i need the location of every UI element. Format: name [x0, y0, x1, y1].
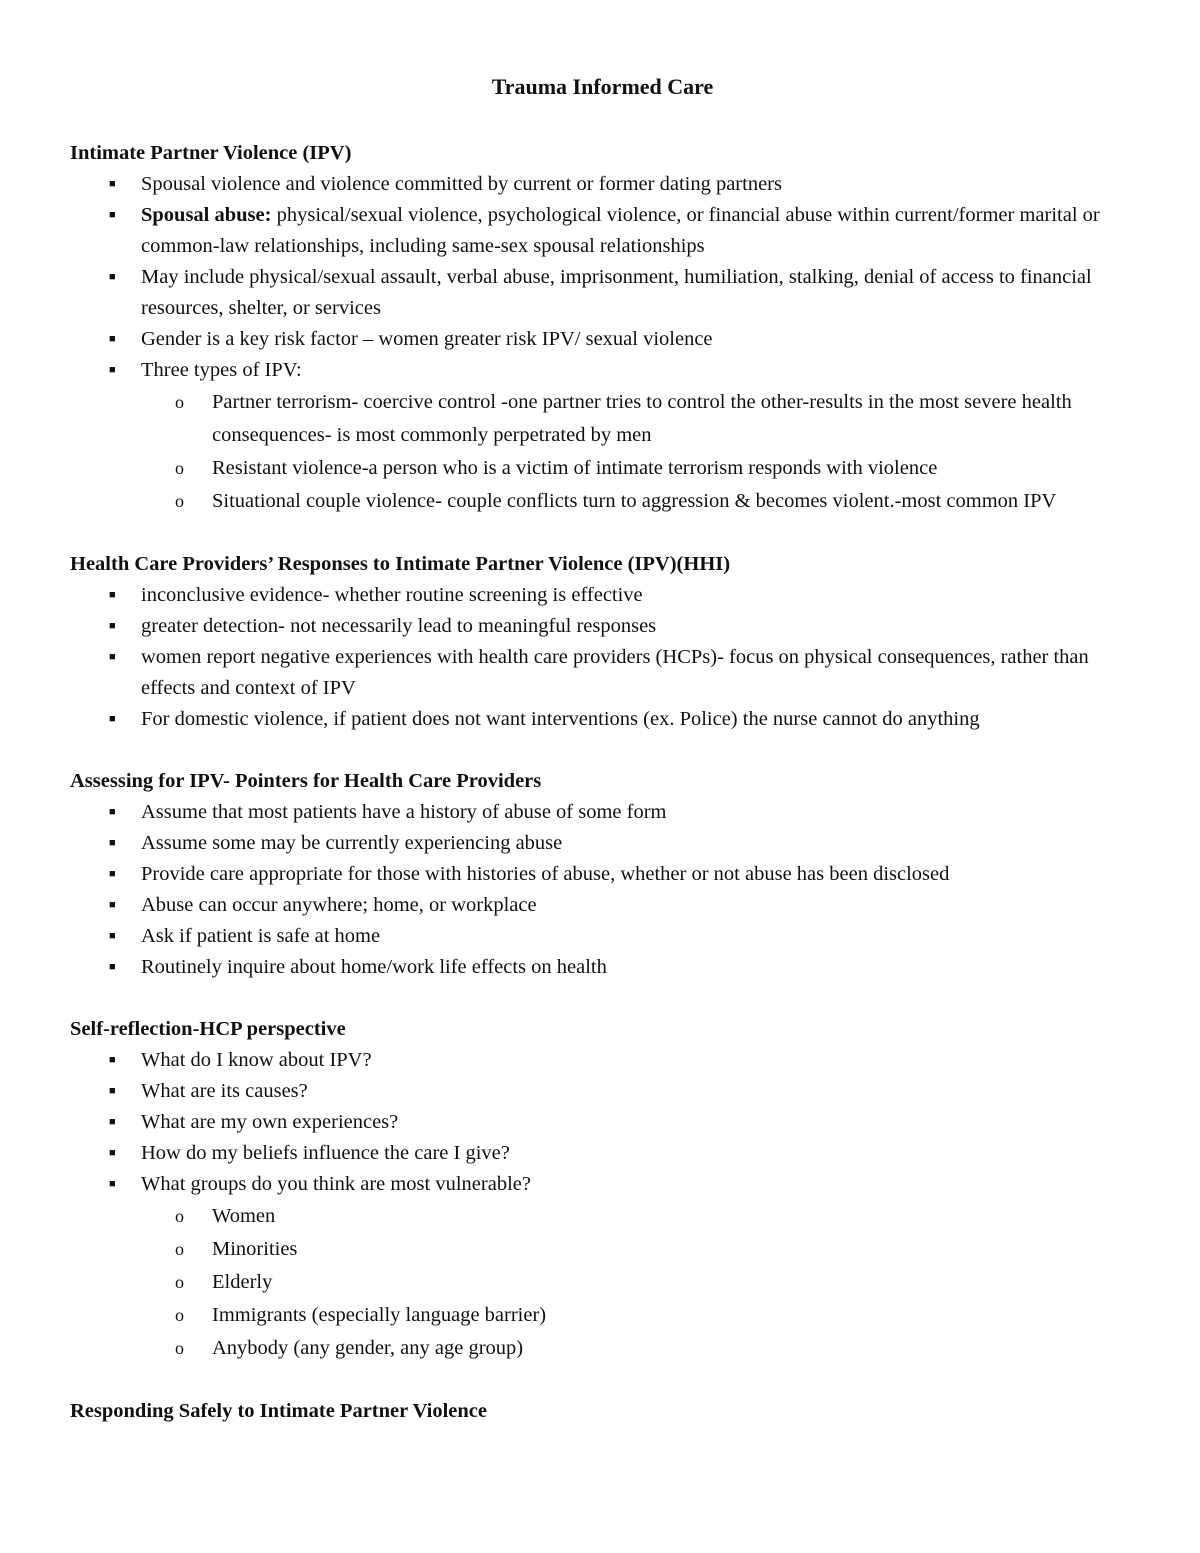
square-bullet-icon: ■: [109, 333, 116, 345]
list-item: [70, 169, 1135, 200]
list-item-text: Assume that most patients have a history of abuse of some form: [141, 801, 667, 823]
square-bullet-icon: ■: [109, 1085, 116, 1097]
list-item-text: What are my own experiences?: [141, 1111, 399, 1133]
list-item: [70, 642, 1135, 704]
list-item: [70, 355, 1135, 518]
square-bullet-icon: ■: [109, 961, 116, 973]
list-item: [70, 1169, 1135, 1365]
square-bullet-icon: ■: [109, 620, 116, 632]
bullet-list: [70, 580, 1135, 735]
list-item-text: women report negative experiences with health care providers (HCPs)- focus on physical consequences, rather than effects and context of IPV: [141, 646, 1089, 699]
section-heading: Intimate Partner Violence (IPV): [70, 142, 352, 164]
list-item-text: For domestic violence, if patient does not want interventions (ex. Police) the nurse cannot do anything: [141, 708, 980, 730]
sub-list-item: [70, 1233, 1135, 1266]
document-page: [70, 70, 1135, 1458]
circle-bullet-icon: o: [175, 1338, 184, 1358]
list-item: [70, 200, 1135, 262]
list-item-text: greater detection- not necessarily lead to meaningful responses: [141, 615, 657, 637]
sub-list-item-text: Women: [212, 1205, 276, 1227]
list-item-text: What groups do you think are most vulnerable?: [141, 1173, 531, 1195]
sub-list: [70, 1200, 1135, 1365]
circle-bullet-icon: o: [175, 392, 184, 412]
bullet-list: [70, 169, 1135, 518]
list-item: [70, 324, 1135, 355]
square-bullet-icon: ■: [109, 868, 116, 880]
bullet-list: [70, 797, 1135, 983]
section-heading: Self-reflection-HCP perspective: [70, 1018, 346, 1040]
sub-list-item-text: Minorities: [212, 1238, 298, 1260]
list-item-text: Three types of IPV:: [141, 359, 302, 381]
list-item: [70, 859, 1135, 890]
section-self-reflection: [70, 1014, 1135, 1365]
sub-list-item-text: Partner terrorism- coercive control -one partner tries to control the other-results in the most severe health consequences- is most commonly perpetrated by men: [212, 391, 1072, 446]
square-bullet-icon: ■: [109, 837, 116, 849]
circle-bullet-icon: o: [175, 1206, 184, 1226]
circle-bullet-icon: o: [175, 491, 184, 511]
square-bullet-icon: ■: [109, 364, 116, 376]
document-title: Trauma Informed Care: [491, 74, 714, 99]
sub-list-item-text: Immigrants (especially language barrier): [212, 1304, 547, 1326]
list-item: [70, 1107, 1135, 1138]
list-item: [70, 1045, 1135, 1076]
list-item-text: May include physical/sexual assault, verbal abuse, imprisonment, humiliation, stalking, denial of access to financial resources, shelter, or services: [141, 266, 1092, 319]
list-item-text: Spousal violence and violence committed by current or former dating partners: [141, 173, 782, 195]
section-heading: Health Care Providers’ Responses to Intimate Partner Violence (IPV)(HHI): [70, 553, 731, 575]
list-item: [70, 580, 1135, 611]
list-item: [70, 1076, 1135, 1107]
sub-list: [70, 386, 1135, 518]
list-item-text: Abuse can occur anywhere; home, or workplace: [141, 894, 537, 916]
bullet-list: [70, 1045, 1135, 1365]
square-bullet-icon: ■: [109, 806, 116, 818]
circle-bullet-icon: o: [175, 1272, 184, 1292]
circle-bullet-icon: o: [175, 458, 184, 478]
list-item-text: Provide care appropriate for those with histories of abuse, whether or not abuse has been disclosed: [141, 863, 950, 885]
sub-list-item-text: Resistant violence-a person who is a victim of intimate terrorism responds with violence: [212, 457, 938, 479]
sub-list-item-text: Situational couple violence- couple conflicts turn to aggression & becomes violent.-most common IPV: [212, 490, 1057, 512]
sub-list-item: [70, 452, 1135, 485]
square-bullet-icon: ■: [109, 1116, 116, 1128]
square-bullet-icon: ■: [109, 589, 116, 601]
square-bullet-icon: ■: [109, 930, 116, 942]
list-item-text: Gender is a key risk factor – women greater risk IPV/ sexual violence: [141, 328, 713, 350]
sub-list-item: [70, 1332, 1135, 1365]
circle-bullet-icon: o: [175, 1239, 184, 1259]
list-item-lead: Spousal abuse:: [141, 204, 272, 226]
sub-list-item: [70, 1266, 1135, 1299]
circle-bullet-icon: o: [175, 1305, 184, 1325]
section-ipv: [70, 138, 1135, 518]
list-item: [70, 921, 1135, 952]
square-bullet-icon: ■: [109, 209, 116, 221]
list-item: [70, 797, 1135, 828]
list-item: [70, 262, 1135, 324]
list-item-text: What do I know about IPV?: [141, 1049, 372, 1071]
section-heading: Responding Safely to Intimate Partner Violence: [70, 1400, 487, 1422]
sub-list-item: [70, 386, 1135, 452]
square-bullet-icon: ■: [109, 651, 116, 663]
square-bullet-icon: ■: [109, 178, 116, 190]
list-item-text: physical/sexual violence, psychological violence, or financial abuse within current/former marital or common-law relationships, including same-sex spousal relationships: [141, 204, 1100, 257]
section-responding-safely: [70, 1396, 1135, 1427]
sub-list-item: [70, 1200, 1135, 1233]
sub-list-item: [70, 1299, 1135, 1332]
list-item: [70, 1138, 1135, 1169]
square-bullet-icon: ■: [109, 899, 116, 911]
section-hcp-responses: [70, 549, 1135, 735]
list-item: [70, 611, 1135, 642]
list-item: [70, 952, 1135, 983]
section-heading: Assessing for IPV- Pointers for Health Care Providers: [70, 770, 542, 792]
square-bullet-icon: ■: [109, 1054, 116, 1066]
list-item-text: What are its causes?: [141, 1080, 308, 1102]
sub-list-item-text: Anybody (any gender, any age group): [212, 1337, 524, 1359]
list-item-text: Ask if patient is safe at home: [141, 925, 381, 947]
sub-list-item-text: Elderly: [212, 1271, 273, 1293]
square-bullet-icon: ■: [109, 271, 116, 283]
list-item: [70, 828, 1135, 859]
square-bullet-icon: ■: [109, 713, 116, 725]
square-bullet-icon: ■: [109, 1178, 116, 1190]
section-assessing-ipv: [70, 766, 1135, 983]
list-item-text: How do my beliefs influence the care I give?: [141, 1142, 510, 1164]
list-item: [70, 704, 1135, 735]
square-bullet-icon: ■: [109, 1147, 116, 1159]
list-item: [70, 890, 1135, 921]
list-item-text: Assume some may be currently experiencing abuse: [141, 832, 563, 854]
list-item-text: inconclusive evidence- whether routine screening is effective: [141, 584, 643, 606]
sub-list-item: [70, 485, 1135, 518]
list-item-text: Routinely inquire about home/work life effects on health: [141, 956, 607, 978]
